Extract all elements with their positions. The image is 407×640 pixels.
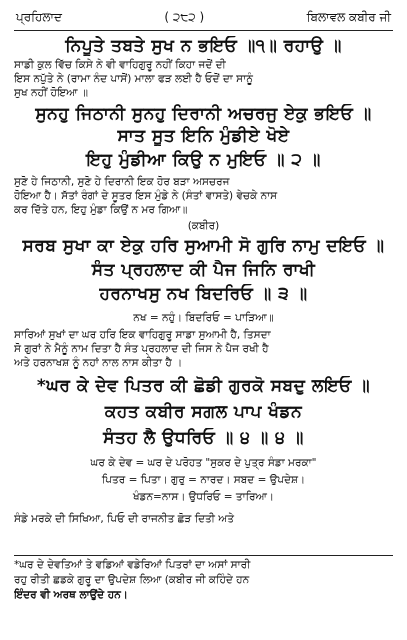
commentary-line: ਇਸ ਨਪੁੱਤੇ ਨੇ (ਰਾਮਾ ਨੰਦ ਪਾਸੋਂ) ਮਾਲਾ ਫੜ ਲਈ ਹੈ ਓਦੋਂ ਦਾ ਸਾਨੂੰ xyxy=(14,73,253,85)
commentary-line: ਸਾਰਿਆਂ ਸੁਖਾਂ ਦਾ ਘਰ ਹਰਿ ਇਕ ਵਾਹਿਗੁਰੂ ਸਾਡਾ ਸੁਆਮੀ ਹੈ, ਤਿਸਦਾ xyxy=(14,329,271,341)
footnote-line: ਰਹੁ ਰੀਤੀ ਛਡਕੇ ਗੁਰੂ ਦਾ ਉਪਦੇਸ਼ ਲਿਆ (ਕਬੀਰ ਜੀ ਕਹਿੰਦੇ ਹਨ xyxy=(14,574,250,586)
verse-line: ਸੰਤ ਪ੍ਰਹਲਾਦ ਕੀ ਪੈਜ ਜਿਨਿ ਰਾਖੀ xyxy=(91,260,316,280)
commentary-line: ਕਰ ਦਿੱਤੇ ਹਨ, ਇਹੁ ਮੁੰਡਾ ਕਿਉਂ ਨ ਮਰ ਗਿਆ॥ xyxy=(14,204,188,216)
page-header xyxy=(16,6,391,28)
footnote-divider xyxy=(14,555,393,556)
verse-line: ਹਰਨਾਖਸੁ ਨਖ ਬਿਦਰਿਓ ॥ ੩ ॥ xyxy=(99,284,308,304)
verse-line: ਸੁਨਹੁ ਜਿਠਾਨੀ ਸੁਨਹੁ ਦਿਰਾਨੀ ਅਚਰਜੁ ਏਕੁ ਭਇਓ ॥ xyxy=(35,104,372,124)
commentary-line: ਹੋਇਆ ਹੈ। ਸੱਤਾਂ ਰੰਗਾਂ ਦੇ ਸੂਤਰ ਇਸ ਮੁੰਡੇ ਨੇ (ਸੰਤਾਂ ਵਾਸਤੇ) ਵੇਚਕੇ ਨਾਸ xyxy=(14,190,278,202)
commentary-line: ਸਾਡੀ ਕੁਲ ਵਿੱਚ ਕਿਸੇ ਨੇ ਵੀ ਵਾਹਿਗੁਰੂ ਨਹੀਂ ਕਿਹਾ ਜਦੋਂ ਦੀ xyxy=(14,59,226,71)
verse-line: ਨਿਪੂਤੇ ਤਬਤੇ ਸੁਖ ਨ ਭਇਓ ॥੧॥ ਰਹਾਉ ॥ xyxy=(65,36,342,56)
commentary-line: ਸੁਣੋ ਹੇ ਜਿਠਾਨੀ, ਸੁਣੋ ਹੇ ਦਿਰਾਨੀ ਇਕ ਹੋਰ ਬੜਾ ਅਸਚਰਜ xyxy=(14,176,230,188)
commentary-line: ਅਤੇ ਹਰਨਾਖਸ਼ ਨੂੰ ਨਹਾਂ ਨਾਲ ਨਾਸ ਕੀਤਾ ਹੈ । xyxy=(14,357,183,369)
header-section-title: ਪ੍ਰਹਿਲਾਦ xyxy=(16,9,62,24)
footnote-line: ਇੰਦਰ ਵੀ ਅਰਥ ਲਾਉਂਦੇ ਹਨ। xyxy=(14,589,128,601)
footnote xyxy=(14,558,393,603)
page-number: ( ੨੮੨ ) xyxy=(164,9,205,24)
glossary-line: ਪਿਤਰ = ਪਿਤਾ। ਗੁਰੁ = ਨਾਰਦ। ਸਬਦ = ਉਪਦੇਸ਼। xyxy=(101,474,306,486)
glossary-line: ਨਖ = ਨਹੁੰ। ਬਿਦਰਿਓ = ਪਾੜਿਆ॥ xyxy=(133,312,274,324)
footnote-line: *ਘਰ ਦੇ ਦੇਵਤਿਆਂ ਤੇ ਵਡਿਆਂ ਵਡੇਰਿਆਂ ਪਿਤਰਾਂ ਦਾ ਅਸਾਂ ਸਾਰੀ xyxy=(14,559,251,571)
header-raag-title: ਬਿਲਾਵਲ ਕਬੀਰ ਜੀ xyxy=(306,9,391,24)
verse-line: *ਘਰ ਕੇ ਦੇਵ ਪਿਤਰ ਕੀ ਛੋਡੀ ਗੁਰਕੋ ਸਬਦੁ ਲਇਓ ॥ xyxy=(36,376,371,396)
verse-line: ਇਹੁ ਮੁੰਡੀਆ ਕਿਉ ਨ ਮੁਇਓ ॥ ੨ ॥ xyxy=(86,150,321,170)
glossary-line: ਘਰ ਕੇ ਦੇਵ = ਘਰ ਦੇ ਪਰੋਹਤ "ਸੁਕਰ ਦੇ ਪੁਤ੍ਰ ਸੰਡਾ ਮਰਕਾ" xyxy=(90,457,317,469)
verse-line: ਸੰਤਹ ਲੈ ਉਧਰਿਓ ॥ ੪ ॥ ੪ ॥ xyxy=(103,428,304,448)
speaker-label: (ਕਬੀਰ) xyxy=(187,220,220,232)
header-divider xyxy=(14,30,393,31)
commentary-line: ਸੁਖ ਨਹੀਂ ਹੋਇਆ ॥ xyxy=(14,87,88,99)
glossary-line: ਖੰਡਨ=ਨਾਸ। ਉਧਰਿਓ = ਤਾਰਿਆ। xyxy=(132,491,275,503)
commentary-line: ਸੋ ਗੁਰਾਂ ਨੇ ਮੈਨੂੰ ਨਾਮ ਦਿਤਾ ਹੈ ਸੰਤ ਪ੍ਰਹਲਾਦ ਦੀ ਜਿਸ ਨੇ ਪੈਜ ਰਖੀ ਹੈ xyxy=(14,343,269,355)
verse-line: ਸਰਬ ਸੁਖਾ ਕਾ ਏਕੁ ਹਰਿ ਸੁਆਮੀ ਸੋ ਗੁਰਿ ਨਾਮੁ ਦਇਓ ॥ xyxy=(22,236,385,256)
verse-line: ਕਹਤ ਕਬੀਰ ਸਗਲ ਪਾਪ ਖੰਡਨ xyxy=(104,402,303,422)
commentary-line: ਸੰਡੇ ਮਰਕੇ ਦੀ ਸਿਖਿਆ, ਪਿਓ ਦੀ ਰਾਜਨੀਤ ਛੋੜ ਦਿਤੀ ਅਤੇ xyxy=(14,513,235,525)
verse-line: ਸਾਤ ਸੂਤ ਇਨਿ ਮੁੰਡੀਏ ਖੋਏ xyxy=(117,126,290,146)
